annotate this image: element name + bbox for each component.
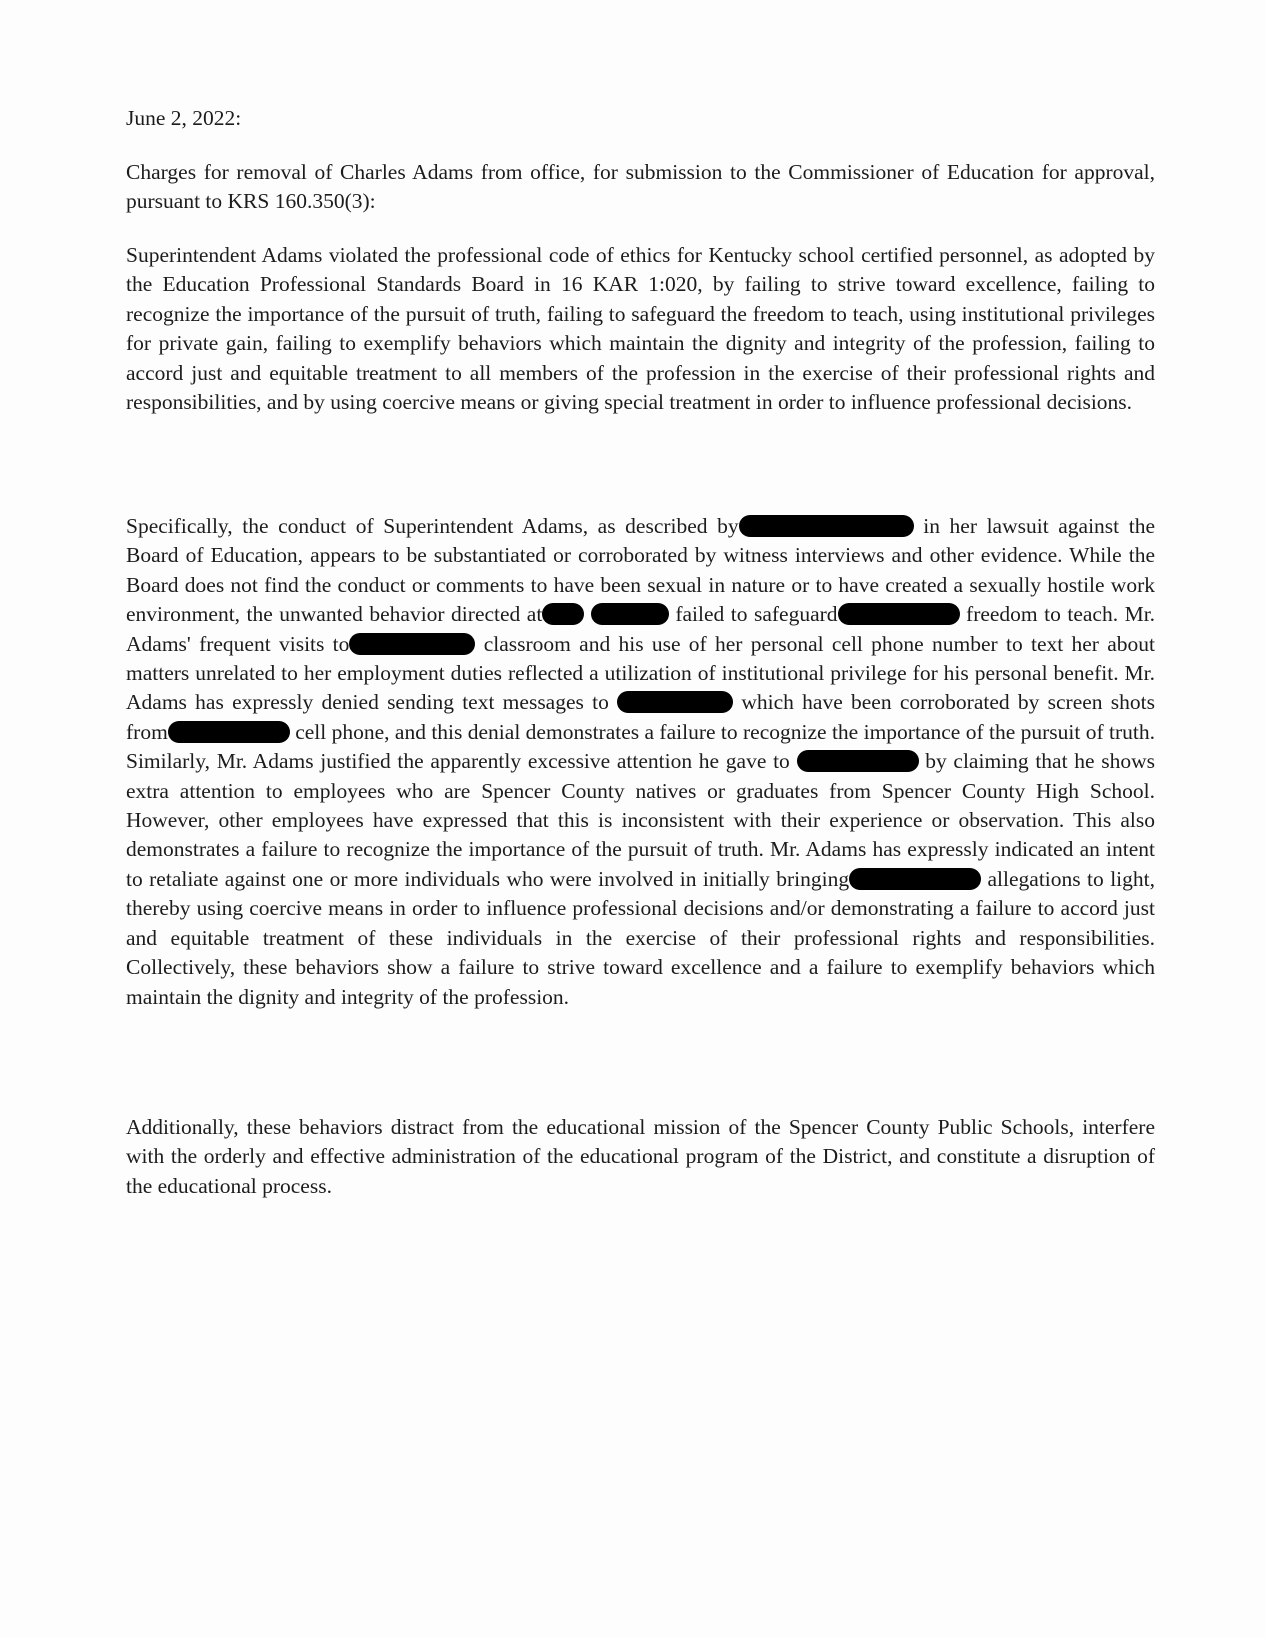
paragraph-ethics-violation: Superintendent Adams violated the professional code of ethics for Kentucky school certified personnel, as adopted by the Education Professional Standards Board in 16 KAR 1:020, by failing to strive toward excellence, failing to recognize the importance of the pursuit of truth, failing to safeguard the freedom to teach, using institutional privileges for private gain, failing to exemplify behaviors which maintain the dignity and integrity of the profession, failing to accord just and equitable treatment to all members of the profession in the exercise of their professional rights and responsibilities, and by using coercive means or giving special treatment in order to influence professional decisions. (126, 243, 1155, 415)
text-segment: failed to safeguard (675, 602, 838, 627)
text-segment: freedom to teach. Mr. Adams' frequent visits to (126, 602, 1156, 656)
redaction-mark (591, 603, 669, 625)
date-line: June 2, 2022: (126, 106, 242, 130)
text-segment: classroom and his use of her personal cell phone number to text her about matters unrelated to her employment duties reflected a utilization of institutional privilege for his personal benefit. Mr. Adams has expressly denied sending text messages to (126, 631, 1156, 715)
redaction-mark (797, 750, 919, 772)
redaction-mark (349, 633, 475, 655)
redaction-mark (617, 691, 733, 713)
paragraph-specific-conduct (126, 512, 1155, 1012)
redaction-mark (168, 721, 290, 743)
text-segment: in her lawsuit against the Board of Education, appears to be substantiated or corroborated by witness interviews and other evidence. While the Board does not find the conduct or comments to have been sexual in nature or to have created a sexually hostile work environment, the unwanted behavior directed at (126, 514, 1156, 627)
text-segment: cell phone, and this denial demonstrates a failure to recognize the importance of the pursuit of truth. Similarly, Mr. Adams justified the apparently excessive attention he gave to (126, 719, 1156, 774)
redaction-mark (838, 603, 960, 625)
text-segment: allegations to light, thereby using coercive means in order to influence professional decisions and/or demonstrating a failure to accord just and equitable treatment of these individuals in the exercise of their professional rights and responsibilities. Collectively, these behaviors show a failure to strive toward excellence and a failure to exemplify behaviors which maintain the dignity and integrity of the profession. (126, 866, 1155, 1009)
redaction-mark (849, 868, 981, 890)
text-segment: which have been corroborated by screen shots from (126, 690, 1155, 744)
text-segment: Specifically, the conduct of Superintendent Adams, as described by (126, 514, 739, 538)
paragraph-charges-intro: Charges for removal of Charles Adams from office, for submission to the Commissioner of Education for approval, pursuant to KRS 160.350(3): (126, 160, 1155, 214)
redaction-mark (542, 603, 584, 625)
paragraph-additional: Additionally, these behaviors distract from the educational mission of the Spencer County Public Schools, interfere with the orderly and effective administration of the educational program of the District, and constitute a disruption of the educational process. (126, 1115, 1155, 1198)
redaction-mark (739, 515, 914, 537)
text-segment: by claiming that he shows extra attention to employees who are Spencer County natives or graduates from Spencer County High School. However, other employees have expressed that this is inconsistent with their experience or observation. This also demonstrates a failure to recognize the importance of the pursuit of truth. Mr. Adams has expressly indicated an intent to retaliate against one or more individuals who were involved in initially bringing (126, 749, 1156, 891)
